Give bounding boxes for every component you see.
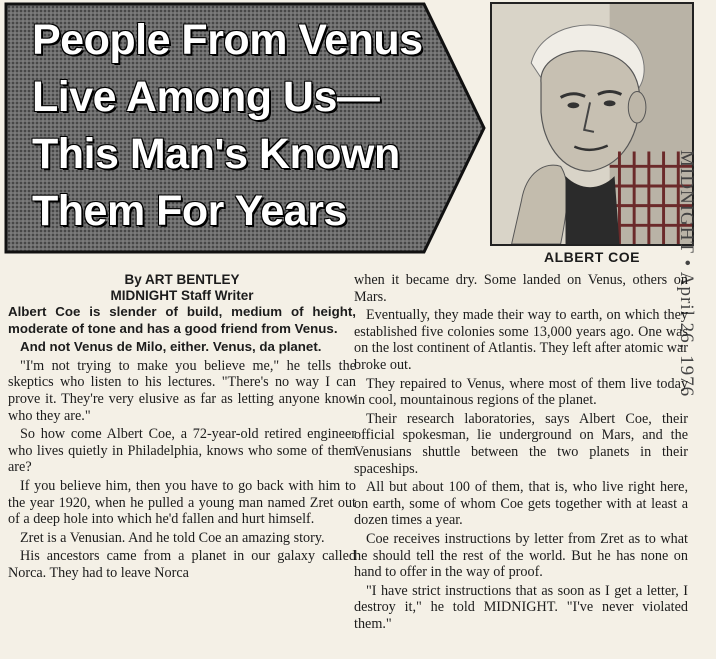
headline-line: People From Venus <box>32 16 423 64</box>
headline-line: Live Among Us— <box>32 73 380 121</box>
byline-author: By ART BENTLEY <box>124 272 240 287</box>
article-paragraph: All but about 100 of them, that is, who live right here, on earth, some of whom Coe gets together with at least a dozen times a year. <box>354 479 688 529</box>
page-dateline: MIDNIGHT • April 26, 1976 <box>676 150 697 398</box>
byline-role: MIDNIGHT Staff Writer <box>110 288 254 303</box>
headline-line: This Man's Known <box>32 130 400 178</box>
article-paragraph: If you believe him, then you have to go back with him to the year 1920, when he pulled a young man named Zret out of a deep hole into which he'd fallen and hurt himself. <box>8 477 356 528</box>
article-paragraph: His ancestors came from a planet in our galaxy called Norca. They had to leave Norca <box>8 548 356 581</box>
article-paragraph: And not Venus de Milo, either. Venus, da planet. <box>20 339 322 355</box>
headline-line: Them For Years <box>32 187 347 235</box>
headline-text <box>32 12 452 240</box>
article-paragraph: Coe receives instructions by letter from Zret as to what he should tell the rest of the world. But he has none on hand to offer in the way of proof. <box>354 530 688 581</box>
article-paragraph: Albert Coe is slender of build, medium of height, moderate of tone and has a good friend from Venus. <box>8 304 356 336</box>
photo-caption: ALBERT COE <box>544 249 640 265</box>
article-paragraph: when it became dry. Some landed on Venus, others on Mars. <box>354 272 688 305</box>
headline-banner <box>4 2 486 254</box>
article-column-1 <box>8 272 356 584</box>
article-paragraph: Eventually, they made their way to earth, on which they established five colonies some 13,000 years ago. One was on the lost continent of Atlantis. They left after atomic war broke out. <box>354 307 688 373</box>
article-paragraph: "I'm not trying to make you believe me," he tells the skeptics who listen to his lectures. "There's no way I can prove it. They're very elusive as far as letting anyone know who they are." <box>8 357 356 424</box>
article-paragraph: So how come Albert Coe, a 72-year-old retired engineer who lives quietly in Philadelphia, knows who some of them are? <box>8 426 356 476</box>
article-paragraph: Zret is a Venusian. And he told Coe an amazing story. <box>20 529 325 546</box>
article-paragraph: Their research laboratories, says Albert Coe, their official spokesman, lie underground on Mars, and the Venusians shuttle between the two planets in their spaceships. <box>354 410 688 477</box>
portrait-illustration <box>492 4 692 244</box>
article-column-2 <box>354 272 688 634</box>
portrait-photo <box>490 2 694 246</box>
article-paragraph: They repaired to Venus, where most of them live today in cool, mountainous regions of the planet. <box>354 375 688 409</box>
article-paragraph: "I have strict instructions that as soon as I get a letter, I destroy it," he told MIDNIGHT. "I've never violated them." <box>354 582 688 632</box>
